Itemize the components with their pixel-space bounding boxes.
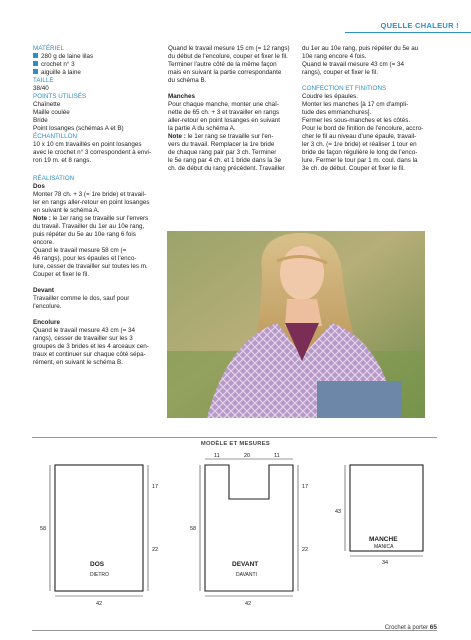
footer-label: Crochet à porter <box>384 625 429 631</box>
manches-text: nette de 65 ch. + 3 et travailler en rangs <box>168 109 280 116</box>
dos-width-dim: 42 <box>96 601 103 607</box>
encolure-heading: Encolure <box>33 319 60 326</box>
manche-piece <box>335 465 423 566</box>
section-title: QUELLE CHALEUR ! <box>380 21 459 30</box>
body-text: Terminer l'autre côté de la même façon <box>168 61 277 68</box>
body-text: du schéma B. <box>168 77 207 84</box>
dos-side-dim: 22 <box>152 547 159 553</box>
bullet-icon <box>33 53 38 58</box>
manches-text: Pour chaque manche, monter une chaî- <box>168 101 279 108</box>
confection-text: bride de façon régulière le long de l'enco- <box>302 149 418 156</box>
echantillon-text: ron 19 m. et 8 rangs. <box>33 157 92 164</box>
devant-top-right-dim: 11 <box>274 453 280 459</box>
dos-text: Quand le travail mesure 58 cm (= <box>33 247 127 254</box>
body-text: Quand le travail mesure 43 cm (= 34 <box>302 61 405 68</box>
dos-label: DOS <box>90 561 105 568</box>
bullet-icon <box>33 61 38 66</box>
manches-text: de chaque rang pair par 3 ch. Terminer <box>168 149 277 156</box>
header-bar <box>0 0 471 40</box>
confection-text: cher le fil au niveau d'une épaule, travail- <box>302 133 417 140</box>
devant-text: l'encolure. <box>33 303 62 310</box>
diagram-title: MODÈLE ET MESURES <box>200 441 271 447</box>
dos-text: du travail. Travailler du 1er au 10e rang, <box>33 223 145 230</box>
dos-height-dim: 58 <box>40 526 47 532</box>
encolure-text: groupes de 3 brides et les 4 arceaux cen- <box>33 343 149 350</box>
dos-text: Note : le 1er rang se travaille sur l'envers <box>33 215 149 222</box>
materiel-item: aiguille à laine <box>33 69 161 77</box>
model-photo <box>167 231 425 418</box>
confection-heading: CONFECTION ET FINITIONS <box>302 85 387 92</box>
column-2 <box>168 45 296 173</box>
devant-piece <box>190 453 308 607</box>
page-footer <box>385 624 437 631</box>
dos-text: ler en rangs aller-retour en point losanges <box>33 199 150 206</box>
dos-text: en suivant le schéma A. <box>33 207 100 214</box>
echantillon-text: avec le crochet n° 3 correspondent à envi- <box>33 149 152 156</box>
devant-heading: Devant <box>33 287 54 294</box>
points-item: Chaînette <box>33 101 61 108</box>
manches-text: vers du travail. Remplacer la 1re bride <box>168 141 275 148</box>
column-3 <box>302 45 432 173</box>
dos-text: puis répéter du 5e au 10e rang 6 fois <box>33 231 136 238</box>
manches-text: Note : le 1er rang se travaille sur l'en- <box>168 133 274 140</box>
body-text: mais en suivant la partie correspondante <box>168 69 282 76</box>
dos-arm-dim: 17 <box>152 484 159 490</box>
confection-text: ler 3 ch. (= 1re bride) et réaliser 1 tour en <box>302 141 417 148</box>
dos-text: encore. <box>33 239 55 246</box>
points-item: Bride <box>33 117 48 124</box>
devant-arm-dim: 17 <box>302 484 309 490</box>
confection-text: 3e ch. de début. Couper et fixer le fil. <box>302 165 405 172</box>
taille-heading: TAILLE <box>33 77 54 84</box>
encolure-text: traux et continuer sur chaque côté sépa- <box>33 351 146 358</box>
encolure-text: rangs), cesser de travailler sur les 3 <box>33 335 133 342</box>
materiel-item: 280 g de laine lilas <box>33 53 161 61</box>
pattern-diagram <box>0 448 471 623</box>
dos-heading: Dos <box>33 183 45 190</box>
footer-divider <box>32 630 437 631</box>
materiel-item: crochet n° 3 <box>33 61 161 69</box>
confection-text: Pour le bord de finition de l'encolure, accro- <box>302 125 424 132</box>
manche-height-dim: 43 <box>335 509 342 515</box>
points-heading: POINTS UTILISÉS <box>33 93 87 100</box>
dos-text: lure, cesser de travailler sur toutes les m. <box>33 263 148 270</box>
section-divider <box>32 437 437 438</box>
devant-text: Travailler comme le dos, sauf pour <box>33 295 130 302</box>
page-number: 65 <box>429 624 437 631</box>
body-text: rangs), couper et fixer le fil. <box>302 69 378 76</box>
devant-top-left-dim: 11 <box>214 453 220 459</box>
devant-side-dim: 22 <box>302 547 309 553</box>
devant-height-dim: 58 <box>190 526 197 532</box>
dos-piece <box>40 465 158 607</box>
manches-text: la partie A du schéma A. <box>168 125 236 132</box>
devant-width-dim: 42 <box>245 601 252 607</box>
materiel-heading: MATÉRIEL <box>33 45 65 52</box>
confection-text: tude des emmanchures]. <box>302 109 372 116</box>
header-rule <box>345 32 471 33</box>
devant-label: DEVANT <box>232 561 259 568</box>
manches-text: le 5e rang par 4 ch. et 1 bride dans la 3e <box>168 157 282 164</box>
echantillon-heading: ÉCHANTILLON <box>33 133 78 140</box>
body-text: 10e rang encore 4 fois. <box>302 53 367 60</box>
manches-text: ch. de début du rang précédent. Travailler <box>168 165 285 172</box>
confection-text: lure. Fermer le tour par 1 m. coul. dans la <box>302 157 418 164</box>
encolure-text: rément, en suivant le schéma B. <box>33 359 123 366</box>
dos-text: 46 rangs), pour les épaules et l'enco- <box>33 255 137 262</box>
dos-text: Couper et fixer le fil. <box>33 271 89 278</box>
points-item: Point losanges (schémas A et B) <box>33 125 124 132</box>
confection-text: Fermer les sous-manches et les côtés. <box>302 117 411 124</box>
bullet-icon <box>33 69 38 74</box>
dos-text: Monter 78 ch. + 3 (= 1re bride) et travail- <box>33 191 147 198</box>
dos-sublabel: DIETRO <box>90 572 109 578</box>
body-text: du 1er au 10e rang, puis répéter du 5e au <box>302 45 419 52</box>
devant-top-mid-dim: 20 <box>244 453 251 459</box>
manche-width-dim: 34 <box>382 560 389 566</box>
encolure-text: Quand le travail mesure 43 cm (= 34 <box>33 327 136 334</box>
taille-value: 38/40 <box>33 85 49 92</box>
manche-sublabel: MANICA <box>374 544 394 550</box>
body-text: du début de l'encolure, couper et fixer le fil. <box>168 53 288 60</box>
body-text: Quand le travail mesure 15 cm (= 12 rangs) <box>168 45 290 52</box>
confection-text: Monter les manches [à 17 cm d'ampli- <box>302 101 409 108</box>
manches-text: aller-retour en point losanges en suivant <box>168 117 281 124</box>
confection-text: Coudre les épaules. <box>302 93 359 100</box>
points-item: Maille coulée <box>33 109 70 116</box>
manches-heading: Manches <box>168 93 195 100</box>
manche-label: MANCHE <box>369 536 398 543</box>
echantillon-text: 10 x 10 cm travaillés en point losanges <box>33 141 142 148</box>
devant-sublabel: DAVANTI <box>236 572 257 578</box>
realisation-heading: RÉALISATION <box>33 175 75 182</box>
column-1 <box>33 45 161 367</box>
